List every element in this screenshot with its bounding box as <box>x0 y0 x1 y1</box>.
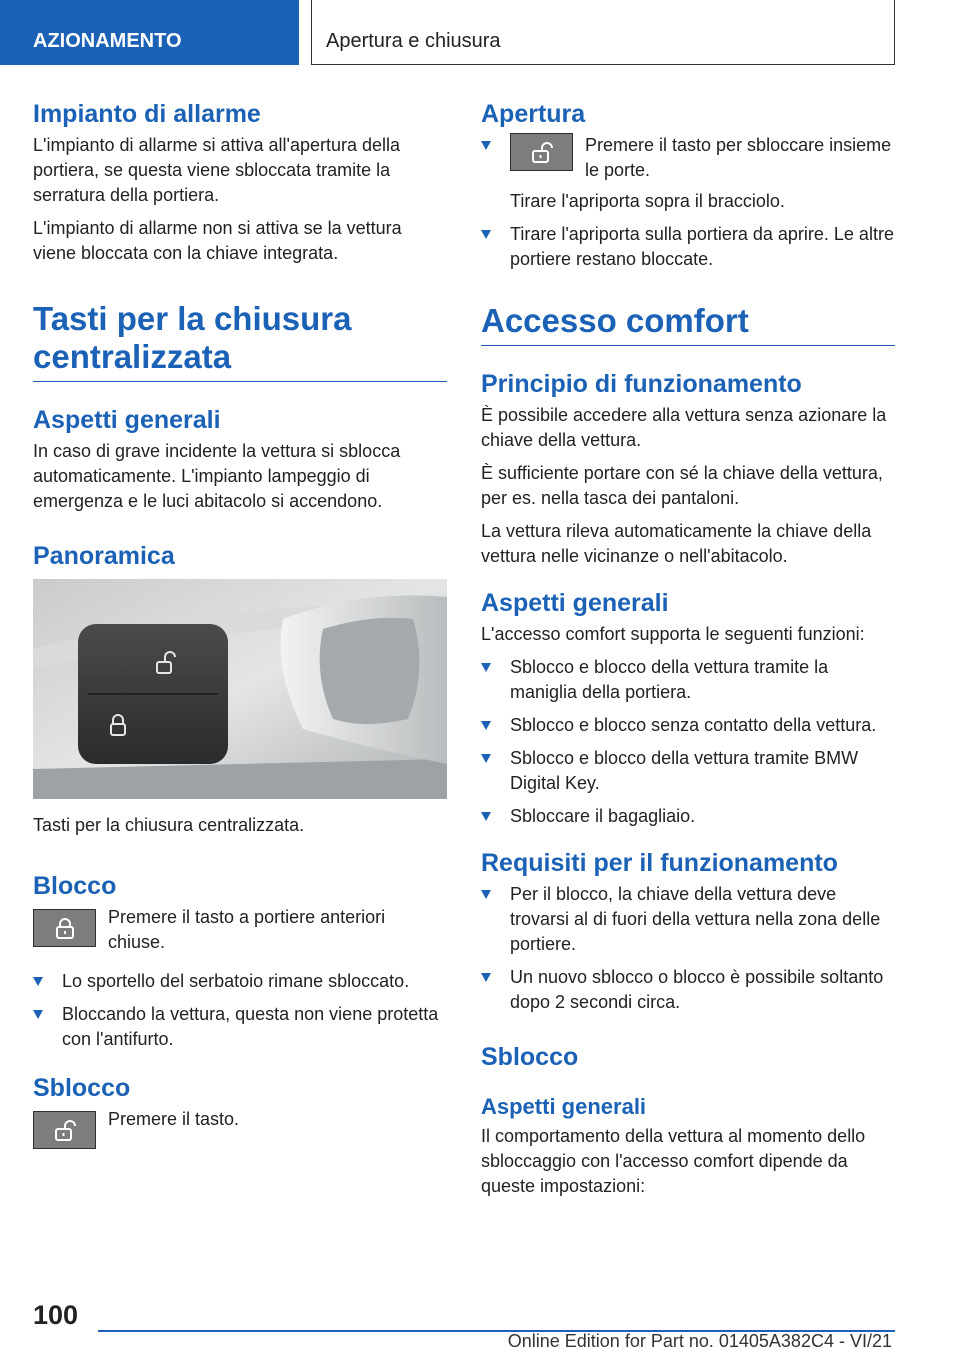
unlock-heading: Sblocco <box>33 1074 131 1102</box>
lock-open-icon <box>510 133 573 171</box>
general-paragraph: In caso di grave incidente la vettura si sblocca automaticamente. L'impianto lampeggio di emergenza e le luci abitacolo si accendono. <box>33 441 401 511</box>
requirements-bullets <box>481 882 895 1015</box>
lock-row <box>33 905 447 955</box>
principle-heading: Principio di funzionamento <box>481 370 802 398</box>
chapter-box <box>311 0 895 65</box>
list-item: Lo sportello del serbatoio rimane sbloccato. <box>33 969 447 994</box>
list-item: Sblocco e blocco della vettura tramite BMW Digital Key. <box>481 746 895 796</box>
lock-text: Premere il tasto a portiere anteriori chiuse. <box>108 907 386 952</box>
figure-caption: Tasti per la chiusura centralizzata. <box>33 815 305 835</box>
central-locking-heading: Tasti per la chiusura centralizzata <box>33 300 447 382</box>
list-item: Sblocco e blocco della vettura tramite la maniglia della portiera. <box>481 655 895 705</box>
opening-sub-text: Tirare l'apriporta sopra il bracciolo. <box>510 191 785 211</box>
general-heading-right: Aspetti generali <box>481 589 669 617</box>
comfort-access-heading: Accesso comfort <box>481 302 895 346</box>
unlock-general-heading: Aspetti generali <box>481 1094 647 1119</box>
list-item: Un nuovo sblocco o blocco è possibile soltanto dopo 2 secondi circa. <box>481 965 895 1015</box>
list-item: Sblocco e blocco senza contatto della vettura. <box>481 713 895 738</box>
lock-bullets <box>33 969 447 1052</box>
requirements-heading: Requisiti per il funzionamento <box>481 849 838 877</box>
unlock-text: Premere il tasto. <box>108 1109 240 1129</box>
section-tab <box>0 0 299 65</box>
alarm-heading: Impianto di allarme <box>33 100 261 128</box>
principle-paragraph-1: È possibile accedere alla vettura senza azionare la chiave della vettura. <box>481 405 887 450</box>
lock-closed-icon <box>33 909 96 947</box>
page-number: 100 <box>33 1300 79 1330</box>
left-column <box>33 100 447 1159</box>
general-heading: Aspetti generali <box>33 406 221 434</box>
chapter-label: Apertura e chiusura <box>326 30 501 52</box>
alarm-paragraph-2: L'impianto di allarme non si attiva se la vettura viene bloccata con la chiave integrata. <box>33 218 402 263</box>
opening-heading: Apertura <box>481 100 586 128</box>
lock-open-icon <box>33 1111 96 1149</box>
section-label: AZIONAMENTO <box>33 30 182 52</box>
list-item: Bloccando la vettura, questa non viene protetta con l'antifurto. <box>33 1002 447 1052</box>
alarm-paragraph-1: L'impianto di allarme si attiva all'apertura della portiera, se questa viene sbloccata tramite la serratura della portiera. <box>33 135 401 205</box>
right-column <box>481 100 895 1207</box>
overview-heading: Panoramica <box>33 542 175 570</box>
door-panel-illustration <box>33 579 447 799</box>
general-paragraph-right: L'accesso comfort supporta le seguenti funzioni: <box>481 624 865 644</box>
list-item: Sbloccare il bagagliaio. <box>481 804 895 829</box>
edition-footer: Online Edition for Part no. 01405A382C4 - VI/21 <box>507 1331 892 1351</box>
principle-paragraph-2: È sufficiente portare con sé la chiave della vettura, per es. nella tasca dei pantaloni. <box>481 463 883 508</box>
list-item: Per il blocco, la chiave della vettura deve trovarsi al di fuori della vettura nella zona delle portiere. <box>481 882 895 957</box>
opening-bullets <box>481 133 895 272</box>
lock-heading: Blocco <box>33 872 117 900</box>
principle-paragraph-3: La vettura rileva automaticamente la chiave della vettura nelle vicinanze o nell'abitacolo. <box>481 521 872 566</box>
door-buttons-figure <box>33 579 447 799</box>
list-item: Tirare l'apriporta sulla portiera da aprire. Le altre portiere restano bloccate. <box>481 222 895 272</box>
list-item: Premere il tasto per sbloccare insieme le porte. Tirare l'apriporta sopra il bracciolo. <box>481 133 895 214</box>
unlock-paragraph: Il comportamento della vettura al momento dello sbloccaggio con l'accesso comfort dipende da queste impostazioni: <box>481 1126 866 1196</box>
general-bullets <box>481 655 895 829</box>
unlock-heading-right: Sblocco <box>481 1043 579 1071</box>
unlock-row <box>33 1107 447 1149</box>
